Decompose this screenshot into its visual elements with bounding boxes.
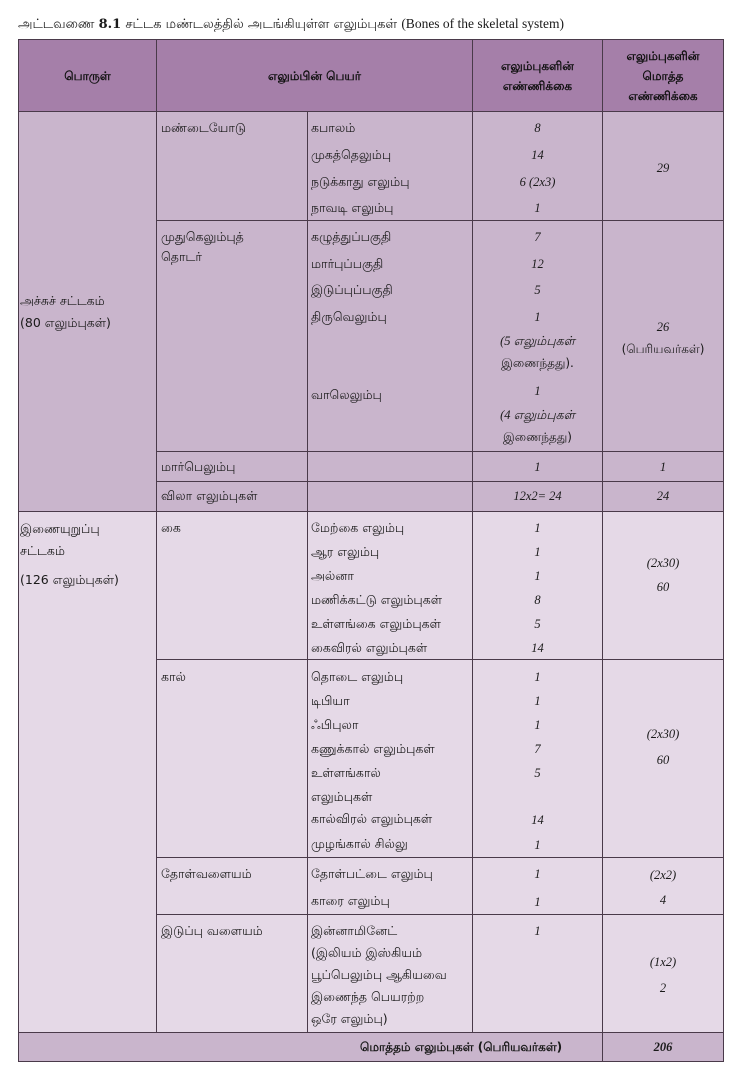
list-item: உள்ளங்கால்	[311, 765, 381, 780]
count-value: 7	[534, 230, 541, 244]
count-value: 1	[534, 521, 541, 535]
hand-total-line2: 60	[656, 580, 670, 594]
count-value: 12	[531, 257, 544, 271]
shoulder-total-line2: 4	[659, 893, 667, 907]
caption-tamil: சட்டக மண்டலத்தில் அடங்கியுள்ள எலும்புகள்	[125, 17, 398, 32]
list-item: நாவடி எலும்பு	[311, 200, 394, 215]
count-value: 1	[534, 310, 541, 324]
list-item: கால்விரல் எலும்புகள்	[311, 811, 433, 826]
ribs-count: 12x2= 24	[513, 489, 562, 503]
list-item: முகத்தெலும்பு	[311, 147, 392, 162]
sacrum-note-line1: (5 எலும்புகள்	[500, 334, 575, 348]
pelvis-bone-line: பூப்பெலும்பு ஆகியவை	[311, 967, 447, 982]
pelvis-name: இடுப்பு வளையம்	[161, 923, 263, 938]
table-caption	[18, 16, 564, 33]
list-item: மேற்கை எலும்பு	[311, 520, 405, 535]
count-value: 1	[534, 201, 541, 215]
spine-total: 26	[656, 320, 670, 334]
coccyx-note-line1: (4 எலும்புகள்	[500, 408, 575, 422]
sternum-total: 1	[659, 460, 667, 474]
spine-name-line1: முதுகெலும்புத்	[161, 229, 244, 244]
count-value: 6 (2x3)	[519, 175, 556, 189]
header-bone-name	[156, 39, 473, 112]
count-value: 1	[534, 545, 541, 559]
header-total	[602, 39, 724, 112]
shoulder-total-line1: (2x2)	[649, 868, 677, 882]
list-item: அல்னா	[311, 568, 354, 583]
header-total-line3: எண்ணிக்கை	[628, 88, 698, 103]
hand-name: கை	[161, 520, 181, 535]
leg-counts-cell	[472, 659, 603, 858]
axial-section-cell	[18, 111, 157, 512]
list-item: கணுக்கால் எலும்புகள்	[311, 741, 435, 756]
header-bone-name-label: எலும்பின் பெயர்	[268, 68, 361, 83]
count-value: 7	[534, 742, 541, 756]
count-value: 1	[534, 718, 541, 732]
list-item: மார்புப்பகுதி	[311, 256, 384, 271]
count-value: 5	[534, 283, 541, 297]
header-count-line2: எண்ணிக்கை	[502, 78, 573, 93]
list-item: கைவிரல் எலும்புகள்	[311, 640, 428, 655]
pelvis-bone-line: இன்னாமினேட்	[311, 923, 398, 938]
appendicular-label-line1: இணையுறுப்பு	[20, 521, 100, 536]
appendicular-section-cell	[18, 511, 157, 1033]
footer-total: 206	[653, 1040, 673, 1054]
list-item: எலும்புகள்	[311, 789, 373, 804]
count-value: 5	[534, 766, 541, 780]
count-value: 1	[534, 384, 541, 398]
list-item: காரை எலும்பு	[311, 893, 390, 908]
list-item: தொடை எலும்பு	[311, 669, 404, 684]
ribs-name: விலா எலும்புகள்	[161, 488, 258, 503]
leg-group-cell	[156, 659, 308, 858]
list-item: கபாலம்	[311, 120, 356, 135]
spine-bones-cell	[307, 220, 473, 452]
pelvis-total-cell	[602, 914, 724, 1033]
pelvis-total-line2: 2	[659, 981, 667, 995]
shoulder-name: தோள்வளையம்	[161, 866, 252, 881]
leg-name: கால்	[161, 669, 186, 684]
count-value: 1	[534, 895, 541, 909]
ribs-blank-cell	[307, 481, 473, 512]
skull-total: 29	[656, 161, 670, 175]
list-item: தோள்பட்டை எலும்பு	[311, 866, 433, 881]
pelvis-bone-line: இணைந்த பெயரற்ற	[311, 989, 425, 1004]
list-item: உள்ளங்கை எலும்புகள்	[311, 616, 441, 631]
count-value: 14	[531, 148, 544, 162]
header-total-line2: மொத்த	[642, 68, 684, 83]
header-count	[472, 39, 603, 112]
list-item: ஆர எலும்பு	[311, 544, 380, 559]
count-value: 1	[534, 694, 541, 708]
spine-total-cell	[602, 220, 724, 452]
caption-number: 8.1	[98, 17, 122, 32]
sternum-name: மார்பெலும்பு	[161, 459, 236, 474]
appendicular-label-line2: சட்டகம்	[20, 543, 65, 558]
count-value: 8	[534, 593, 541, 607]
caption-english: (Bones of the skeletal system)	[401, 16, 565, 31]
list-item: முழங்கால் சில்லு	[311, 836, 408, 851]
ribs-total: 24	[656, 489, 670, 503]
header-count-line1: எலும்புகளின்	[501, 58, 574, 73]
count-value: 5	[534, 617, 541, 631]
count-value: 14	[531, 641, 544, 655]
leg-total-line1: (2x30)	[646, 727, 680, 741]
pelvis-total-line1: (1x2)	[649, 955, 677, 969]
pelvis-bone-line: (இலியம் இஸ்கியம்	[311, 945, 423, 960]
spine-total-note: (பெரியவர்கள்)	[621, 342, 705, 356]
pelvis-count: 1	[534, 924, 541, 938]
count-value: 1	[534, 838, 541, 852]
sternum-count: 1	[534, 460, 541, 474]
pelvis-bone-line: ஒரே எலும்பு)	[311, 1011, 388, 1026]
header-part	[18, 39, 157, 112]
count-value: 8	[534, 121, 541, 135]
count-value: 1	[534, 670, 541, 684]
list-item: திருவெலும்பு	[311, 309, 387, 324]
hand-total-line1: (2x30)	[646, 556, 680, 570]
list-item: மணிக்கட்டு எலும்புகள்	[311, 592, 442, 607]
leg-bones-cell	[307, 659, 473, 858]
coccyx-note-line2: இணைந்தது)	[503, 430, 572, 444]
header-total-line1: எலும்புகளின்	[626, 48, 700, 63]
count-value: 14	[531, 813, 544, 827]
list-item: வாலெலும்பு	[311, 387, 382, 402]
appendicular-sub: (126 எலும்புகள்)	[20, 572, 119, 587]
axial-sub: (80 எலும்புகள்)	[20, 315, 111, 330]
caption-prefix: அட்டவணை	[18, 17, 95, 32]
sternum-blank-cell	[307, 451, 473, 482]
list-item: கழுத்துப்பகுதி	[311, 229, 392, 244]
sacrum-note-line2: இணைந்தது).	[501, 356, 574, 370]
count-value: 1	[534, 569, 541, 583]
spine-name-line2: தொடர்	[161, 249, 202, 264]
footer-label: மொத்தம் எலும்புகள் (பெரியவர்கள்)	[360, 1040, 563, 1054]
axial-label: அச்சுச் சட்டகம்	[20, 293, 105, 308]
header-part-label: பொருள்	[64, 68, 111, 83]
list-item: ஃபிபுலா	[311, 717, 359, 732]
count-value: 1	[534, 867, 541, 881]
list-item: நடுக்காது எலும்பு	[311, 174, 410, 189]
list-item: இடுப்புப்பகுதி	[311, 282, 393, 297]
list-item: டிபியா	[311, 693, 350, 708]
leg-total-line2: 60	[656, 753, 670, 767]
skull-name: மண்டையோடு	[161, 120, 247, 135]
